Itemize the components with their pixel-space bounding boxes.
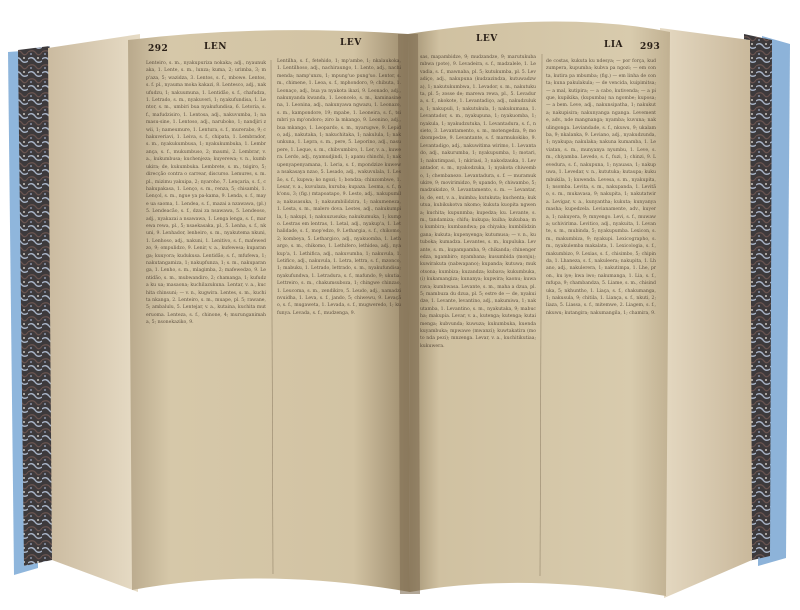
left-page-number: 292 — [148, 44, 169, 54]
right-page-header-left: LEV — [476, 34, 498, 44]
left-page-stack — [48, 34, 140, 592]
right-page-stack — [660, 28, 752, 598]
left-page-column-1: Lenteiro, s. m., nyakupuriza nokaka; adj., nyaunukaka, 1. Lente, s. m., lunza; kuma, 2; urimba, 3; mp'aza, 5; wazidza, 3. Lentos, s. f., mbowe. Lentos, s. f. pl., nyauma moka kakazi, 8. Lentesco, adj., nakufudzu, 1; nakuumuna, 1. Lentidão, s. f., chafudza, 1. Letrado, s. m., nyakuveri, 1; nyakufundisa, 1. Lentor, s. m., umbiri bua nyakufundisa, 6. Letoria, s. f., mafudzisiro, 1. Lentosa, adj., nakuvumba, 1; namasu-sine, 1. Lentoso, adj., naruboko, 1; nandjiri zwii, 1; nameumure, 1. Lentura, s. f., murerabo, 9; chakuveriavi, 1. Leiva, s. f., chipata, 1. Lembrador, s. m., nyakukumbusa, 1; nyakukumbuka, 1. Lembrança, s. f., mukumbuso, 2; maumi, 2. Lembrar, v. a., kukumbusa; kuchenjeza; kuyerewa; v. n., kumbukira; de, kukumbuka. Lembrete, s. m., tsigiro, 5; direcção contra o carrear, discurso. Lemures, s. m. pl., mizimu yakuipa, 2; nyaroho, 7. Lençaria, s. f., chakupakasa, 1. Lenço, s. m., renza, 5; chisambi, 1. Lençol, s. m., ngue ya pa-kama, 9. Lenda, s. f., maye ua saoma, 1. Lendea, s. f., mazai a nzawawa, (pl.) 5. Lendeacão, s. f., dzai za nsawawa, 5. Lendeoso, adj., nyakazai a nsawawa, 1. Lenga lenga, s. f., marewa rewa, pl., 5; nsaekasaka, pl., 5. Lenha, s. f., nkuni, 9. Lenhador, lenheiro, s. m., nyakutema nkuni, 1. Lenhoso, adj., nakuni, 1. Lenitivo, s. f., mafewedzo, 9; ompulidzo, 9. Lenir, v. a., kufewesa; kuparanga; kuuyora; kudukusa. Lentidão, s. f., mfufewa, 1; nakutangamiza, 1; nakupfunza, 1; s. m., nakuparanga, 1. Lenho, s. m., mlagimba, 2; mafewedzo, 9. Lentidão, s. m., mubwandiro, 2; chamanga, 1; kufudza ku ua; masaona; kuchilazukuna. Lentar, v. a., kuchita chinsuni; — v. n., kugwira. Lentes, s. m., kuchita nkanga, 2. Lenteiro, s. m., muape, pl. 5; rawane, 5; ambalulu, 5. Lentejar, v. a., kutaina, kuchita muteruoma. Lenteza, s. f., chinone, 4; murunganimaha, 5; nsonekaziko, 9. — [146, 61, 266, 326]
left-marble-edge — [18, 46, 52, 566]
left-page-column-2: Lentilha, s. f., fetehido, 1; mp'ambe, 1; nkalaukoka, 1. Lentilhoso, adj., nachiraungo, 1. Lento, adj., nachimenda; namp'unzu, 1; mpung'uo pung'uo. Lentor, s. m., chimene, 1. Leoa, s. f., mphondoro, 9; chibuta, 1. Leonaço, adj., bua ya nyakota ikazi, 9. Leonado, adj., nakunyanda kwanda, 1. Leoncelo, s. m., kaminasinena, 1. Leonina, adj., nakunyawa ngwazu, 1. Leonazo, s. m., kampondore, 19; mpabe, 1. Leoneira, s. f., tsimbri ya mp'ondoro; ziro la mkango, 9. Leonino, adj., bua mkango, 1. Leopardo, s. m., nyarugwe, 9. Lepido, adj., nakutaka, 1; nakuchitaka, 1; nakulula, 1; nakunkuna, 1. Lepra, s. m., pere, 5. Leporino, adj., nasupere, 1. Leque, s. m., chibvumbiro, 1. Ler, v. a., kuwera. Lerdo, adj., nyamudjindi, 1; apanu chinchi, 1; nakupenyapenyamana, 1. Leria, s. f., mpondzize kuwewa nsakasaya nzao, 5. Lesado, adj., wakuvulala, 1. Lesão, s. f., kupwa; ko ngozi; 1; bondza; chinzombwe, 1. Lesar, v. a., kuvulaza, kuruba; kupaza. Lesma, s. f., nk'onu, 3; (fig.) mtapoatapo, 9. Lesto, adj., nakupumila; nakusasuka, 1; nakuumbilidzira, 1; nakumeneza, 1. Lesta, s. m., malero dova. Lestes, adj., nakukumpila, 1; nakupi, 1; nakuuzusuka; nakukumuka, 1; kumpo. Lestras em lentras, 1. Letal, adj., nyakup'a, 1. Lethalidade, s. f., mop'edzo, 9. Lethargia, s. f., chikomo, 2; kombeya, 5. Lethargico, adj., nyakuomba, 1. Lethargo, s. m., chikomo, 1. Lethifero, lethidea, adj., nyakup'a, 1. Lethifica, adj., nakuvumba, 1; nakuvula, 1. Letifico, adj., nakuvula, 1. Letra, lettra, s. f., mzonco, 1; mabuku, 1. Letrado, lettrado, s. m., nyakufundisa; nyakufundwa, 1. Letradura, s. f., mafundo, 9; ukutia. Lettreiro, s. m., chakumsuboza, 1; chingwe chinzao, 1. Leucoma, s. m., zendikiro, 5. Leudo, adj., namadzinvuidha, 1. Leva, s. f., jando, 5; chiwewu, 9. Levação, s. f., mugaweta, 1. Levada, s. f., mugweredo, 1; kufunya. Levada, s. f., mudzenga, 9. — [277, 59, 401, 316]
right-page-column-1: sas, mapambidze, 9; mudzandze, 9; marutukubambwa (pote), 9. Levadeira, s. f., madzalele, 1. Levadia, s. f., mawnaba, pl. 5; kutukumba, pl. 5. Levadiço, adj., nakupuna (kudzazindza, kutuwadzwa), 1; nakutukumbwa, 1. Levador, s. m., nakutukuta, pl. 5; zosse de; marewa rewa, pl., 5. Levadura, s. f., nkokote, 1. Levantadiço, adj., nakudzuluka, 1; nakupuli, 1; nakutukula, 1; nakukumana, 1. Levantador, s. m., nyakupuna, 1; nyakuomba, 1; nyakula, 1; nyakudzutuka, 1. Levantadura, s. f., nsieto, 3. Levantamento, s. m., motengedza, 9; modzompedze, 9. Levantante, s. f. marmukokiko, 9. Levantadigo, adj., nakuwitima wirimo, 1. Levantado, adj., nakurumba, 1; nyakupumba, 1; motari, 1; nakutimpasi, 1; nkiriasi, 3; nakodzauka, 1. Levantador, s. m., nyakodzuka, 1; nyakota chiwembo, 1; chembanezo. Levantadura, s. f. — muramukukire, 9; movirimidzo, 9; upando, 9; chiwambo, 5; madzukidzo, 9. Levantamento, s. m. — Levantar, lo, de, ent, v. a., kuimba; kutukuta; kuchenta; kukutua, kubikukotva nkomo; kukuta kuopita ngwena; kuchita; kupunmba; kupedza; ku. Levante, s. m., tandamiza; chifu; kukupa; kuiba; kukubaa; mu kumbira; kumbandwa; pa chiyaka; kumbilidzingana; kukuta; kupenyenga; kutumusa; — v. n., kutuboka; kumadza. Levantes, s. m., kupuluka. Levante, s. m., kupampamba, 9; chikanda; chinengeredza, ngambiro; nyambana; kusumbida (monju); kuwirakuta (nabwapano); kupanda; kutuwa; mukotsona; kumbiza; kuzandza; kubava; kukumbuka, (i) kukamangiza; kunanya; kupwira; kaonu; kuwarava; kumbwasa. Levante, s. m., maha a dzua, pl. 5; mambuza du dzua, pl. 5; estre de — de, nyakuidze, 1. Levante, levantino, adj., nakumiwa, 1; nakutamba, 1. Levantino, s. m., nyakutaka, 9; mabucha; makupia. Levar, v. a., kutenga; kutenga; kutaimenga; kubvunda; kuwuza; kukumbuka, kuenda kuyambuka; mpwawe (mwanzi); kuwtakatira (moto nda pezi); mnzenga. Levar, v. a., kuchitikutiaa; kukuwera. — [420, 55, 536, 349]
left-page-header-right: LEV — [340, 38, 362, 48]
right-page-header-right: LIA — [604, 40, 624, 50]
left-page-header-left: LEN — [204, 42, 227, 52]
right-page-number: 293 — [640, 42, 661, 52]
right-page-column-2: de costas, kukuta ku ndesya; — por força, kudzumpera, kupumba; kubva pa ngozi; — em conta, kutira pa mbumba; (fig.) — em linha de conta; kuna pakulakula; — de vencida, kuipimitsa; — a mal, kutipira; — a cabo, kutivenda; — a pique, kupikika, (kupumba) na ngombe; kuposa; — a bem. Leve, adj., nakunsipatha, 1; nakukuta; nakupisira; nakunyanga nganga. Levemente, adv., nde mangnanga; nyamba; kuvuna; nakulingonga. Leviandade, s. f., nkuwu, 9; ukalamba, 9; nkalanka, 9. Leviano, adj., nyakudzunda, 1; nyakupa; nakulaka; nakuna kumamba, 1. Leviatan, s. m., munyanya nyumbu, 1. Leve, s. m., chiyamba. Levedo, s. f., fuzi, 1; chinzi, 9. Levedura, s. f., nakupuna, 1; nyauasa, 1; nakupuwa, 1. Levedar, v. n., kututuka; kutaupa; kukumbukila, 1; kuwenda. Levesa, s. m., nyakupita, 1; nsomba. Levita, s. m., nakupanda, 1. Levitão, s. m., mukavasa, 9; nakupita, 1; nakutatwira. Levigar, v. a., kunyantha; kukuta; kunyanyamasha; kupedzela. Levianamente, adv., kuyera, 1; nakuyera, 9; mnyengo. Levi, s. f., muwawa; uchivirima. Levitico, adj., nyakuita, 1. Levante, s. m., mubinda, 5; nyakupumba. Lexicon, s. m., makumbiza, 9; nyakupi. Lexicographo, s. m., nyakulemba makalata, 1. Lexicologia, s. f., makumbizo, 9. Lexias, s. f., chisimbo, 5; chipinda, 1. Lhaneza, s. f., nakuleera; nakupita, 1. Lhano, adj., nakulerera, 1; nakutimpa, 1. Lhe, pron., ku iye; kwa iwo; nakumanga, 1. Lia, s. f., mfupa, 9; chambandza, 5. Liame, s. m., chisinduka, 5; nkhuntho, 1. Liaça, s. f., chakumanga, 1; nakusula, 9; chitila, 1. Liança, s. f., nkuti, 2; liaza, 5. Liassa, s. f., mitemwe, 2. Liagem, s. f., nkuwu; kutangira; nakumangila, 1; chamira, 9. — [546, 59, 656, 316]
spine-gutter — [398, 34, 420, 594]
